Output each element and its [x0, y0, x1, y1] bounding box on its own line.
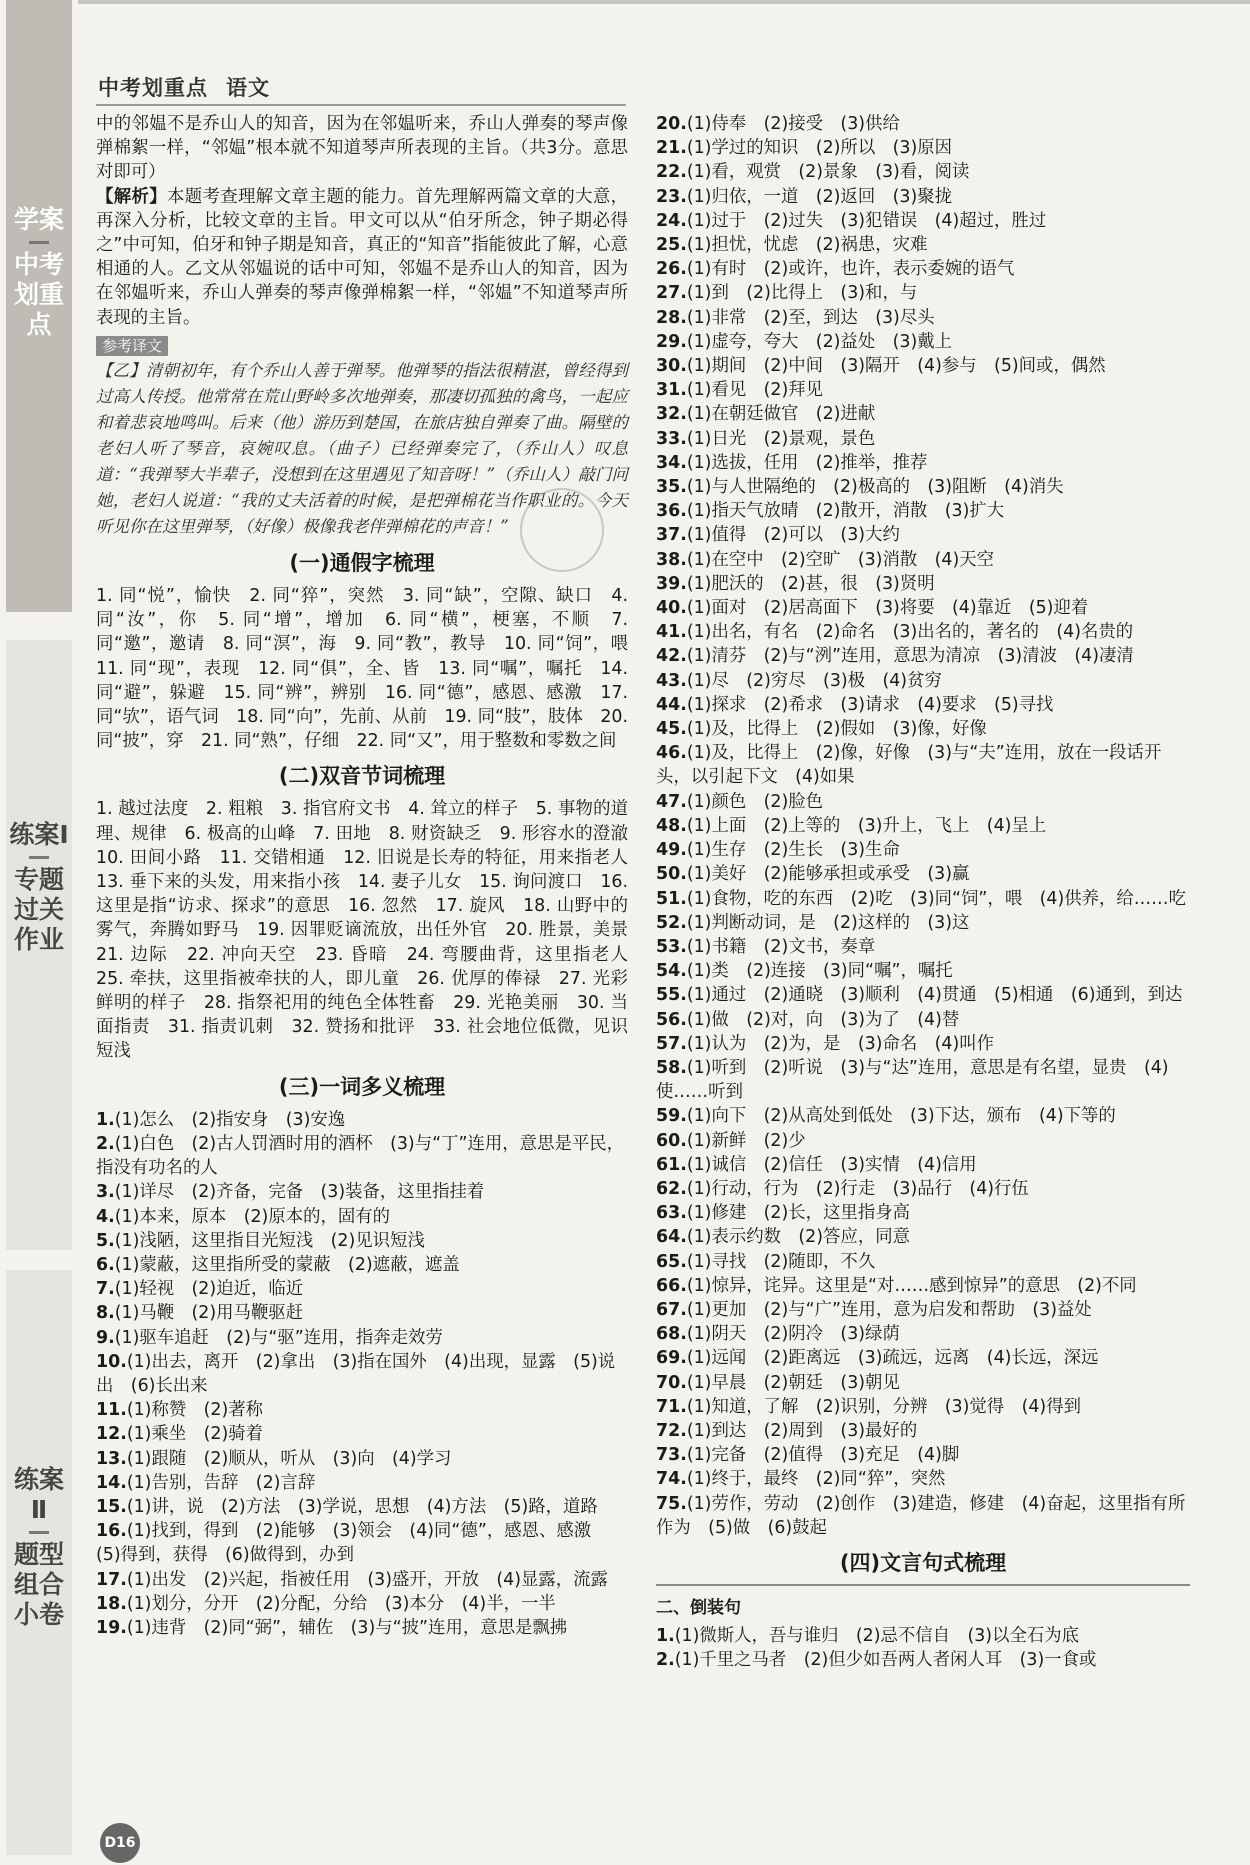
item-number: 56.: [656, 1009, 687, 1030]
item-text: (1)通过 (2)通晓 (3)顺利 (4)贯通 (5)相通 (6)通到，到达: [686, 985, 1183, 1006]
item-number: 29.: [656, 331, 687, 352]
list-item: [656, 1395, 1190, 1419]
list-item: [656, 1346, 1190, 1370]
item-text: (1)书籍 (2)文书，奏章: [686, 936, 876, 957]
list-item: [656, 596, 1190, 620]
section-title-tongjiazi: (一)通假字梳理: [289, 551, 435, 576]
list-item: [96, 1616, 628, 1640]
list-item: [656, 378, 1190, 402]
item-text: (1)有时 (2)或许，也许，表示委婉的语气: [686, 259, 1015, 280]
list-item: [656, 209, 1190, 233]
left-column: [96, 112, 646, 1640]
item-text: (1)虚夸，夸大 (2)益处 (3)戴上: [686, 331, 953, 352]
item-number: 70.: [656, 1372, 687, 1393]
analysis-text: 本题考查理解文章主题的能力。首先理解两篇文章的大意，再深入分析，比较文章的主旨。甲文可以从“伯牙所念，钟子期必得之”中可知，伯牙和钟子期是知音，真正的“知音”指能彼此了解，心意相通的人。乙文从邻媪说的话中可知，邻媪不是乔山人的知音，因为在邻媪听来，乔山人弹奏的琴声像弹棉絮一样，“邻媪”不知道琴声所表现的主旨。: [96, 186, 628, 328]
item-text: (1)马鞭 (2)用马鞭驱赶: [114, 1303, 304, 1324]
list-item: [656, 136, 1190, 160]
reference-translation-tag: 参考译文: [96, 336, 168, 356]
item-text: (1)新鲜 (2)少: [686, 1130, 806, 1151]
item-text: (1)在空中 (2)空旷 (3)消散 (4)天空: [686, 549, 995, 570]
list-item: [656, 475, 1190, 499]
item-number: 68.: [656, 1324, 687, 1345]
list-item: [656, 1201, 1190, 1225]
item-text: (1)表示约数 (2)答应，同意: [686, 1227, 910, 1248]
answer-intro: 中的邻媪不是乔山人的知音，因为在邻媪听来，乔山人弹奏的琴声像弹棉絮一样，“邻媪”根本就不知道琴声所表现的主旨。（共3分。意思对即可）: [96, 114, 628, 183]
list-item: [656, 1177, 1190, 1201]
item-number: 33.: [656, 428, 687, 449]
sidebar: [0, 0, 78, 1865]
item-number: 61.: [656, 1154, 687, 1175]
section-title-shuangyinjieci: (二)双音节词梳理: [278, 764, 446, 789]
list-item: [656, 1250, 1190, 1274]
item-number: 24.: [656, 210, 687, 231]
item-text: (1)划分，分开 (2)分配，分给 (3)本分 (4)半，一半: [126, 1593, 556, 1614]
list-item: [96, 1277, 628, 1301]
list-item: [656, 306, 1190, 330]
item-number: 19.: [96, 1617, 127, 1638]
item-text: (1)千里之马者 (2)但少如吾两人者闲人耳 (3)一食或: [674, 1650, 1097, 1671]
list-item: [656, 862, 1190, 886]
item-text: (1)劳作，劳动 (2)创作 (3)建造，修建 (4)奋起，这里指有所作为 (5)做 (6)鼓起: [656, 1493, 1186, 1538]
item-number: 9.: [96, 1327, 115, 1348]
list-item: [656, 354, 1190, 378]
sidebar-separator: [29, 856, 49, 859]
section-body-tongjiazi: 1. 同“悦”，愉快 2. 同“猝”，突然 3. 同“缺”，空隙、缺口 4. 同“汝”，你 5. 同“增”，增加 6. 同“横”，梗塞，不顺 7. 同“邀”，邀请 8. 同“溟”，海 9. 同“教”，教导 10. 同“饲”，喂 11. 同“现”，表现 12. 同“俱”，全、皆 13. 同“嘱”，嘱托 14. 同“避”，躲避 15. 同“辨”，辨别 16. 同“德”，感恩、感激 17. 同“欤”，语气词 18. 同“向”，先前、从前 19. 同“肢”，肢体 20. 同“披”，穿 21. 同“熟”，仔细 22. 同“又”，用于整数和零数之间: [96, 586, 646, 752]
sidebar-section-lianan2[interactable]: [6, 1270, 72, 1855]
item-text: (1)到达 (2)周到 (3)最好的: [686, 1420, 918, 1441]
item-number: 2.: [656, 1650, 675, 1671]
list-item: [656, 1371, 1190, 1395]
item-text: (1)侍奉 (2)接受 (3)供给: [686, 114, 900, 134]
list-item: [96, 1301, 628, 1325]
list-item: [96, 1205, 628, 1229]
list-item: [656, 1443, 1190, 1467]
item-text: (1)找到，得到 (2)能够 (3)领会 (4)同“德”，感恩、感激 (5)得到，获得 (6)做得到，办到: [96, 1521, 609, 1566]
list-item: [656, 1032, 1190, 1056]
item-text: (1)归依，一道 (2)返回 (3)聚拢: [686, 186, 953, 207]
item-text: (1)及，比得上 (2)假如 (3)像，好像: [686, 719, 987, 740]
item-number: 72.: [656, 1420, 687, 1441]
list-item: [656, 257, 1190, 281]
item-number: 67.: [656, 1299, 687, 1320]
item-number: 71.: [656, 1396, 687, 1417]
analysis-label: 【解析】: [96, 186, 167, 207]
list-item: [96, 1326, 628, 1350]
list-item: [96, 1350, 628, 1398]
item-text: (1)修建 (2)长，这里指身高: [686, 1203, 910, 1224]
item-text: (1)出发 (2)兴起，指被任用 (3)盛开，开放 (4)显露，流露: [126, 1569, 608, 1590]
page-header: [98, 72, 270, 102]
item-number: 69.: [656, 1348, 687, 1369]
item-number: 43.: [656, 670, 687, 691]
right-column: [656, 112, 1190, 1673]
seal-stamp: [520, 488, 604, 572]
item-number: 17.: [96, 1569, 127, 1590]
section-body-shuangyinjieci: 1. 越过法度 2. 粗粮 3. 指官府文书 4. 耸立的样子 5. 事物的道理、规律 6. 极高的山峰 7. 田地 8. 财资缺乏 9. 形容水的澄澈 10. 田间小路 11. 交错相通 12. 旧说是长寿的特征，用来指老人 13. 垂下来的头发，用来指小孩 14. 妻子儿女 15. 询问渡口 16. 这里是指“访求、探求”的意思 16. 忽然 17. 旋风 18. 山野中的雾气，奔腾如野马 19. 因罪贬谪流放，出任外官 20. 胜景，美景 21. 边际 22. 冲向天空 23. 昏暗 24. 弯腰曲背，这里指老人 25. 牵扶，这里指被牵扶的人，即儿童 26. 优厚的俸禄 27. 光彩鲜明的样子 28. 指祭祀用的纯色全体牲畜 29. 光艳美丽 30. 当面指责 31. 指责讥刺 32. 赞扬和批评 33. 社会地位低微，见识短浅: [96, 799, 646, 1062]
list-item: [656, 959, 1190, 983]
item-number: 65.: [656, 1251, 687, 1272]
item-number: 18.: [96, 1593, 127, 1614]
list-item: [656, 1467, 1190, 1491]
sidebar-sublabel: 专题过关作业: [13, 865, 64, 954]
list-item: [656, 1153, 1190, 1177]
list-item: [96, 1180, 628, 1204]
list-item: [96, 1132, 628, 1180]
list-item: [656, 402, 1190, 426]
item-number: 54.: [656, 961, 687, 982]
item-text: (1)驱车追赶 (2)与“驱”连用，指奔走效劳: [114, 1327, 443, 1348]
item-number: 38.: [656, 549, 687, 570]
item-number: 1.: [656, 1626, 675, 1647]
list-item: [656, 1322, 1190, 1346]
yiciduoyi-list-continued: [656, 112, 1190, 1540]
item-number: 46.: [656, 743, 687, 764]
list-item: [656, 1129, 1190, 1153]
item-text: (1)违背 (2)同“弼”，辅佐 (3)与“披”连用，意思是飘拂: [126, 1617, 568, 1638]
item-number: 12.: [96, 1424, 127, 1445]
list-item: [656, 911, 1190, 935]
item-number: 7.: [96, 1279, 115, 1300]
item-text: (1)告别，告辞 (2)言辞: [126, 1472, 316, 1493]
item-number: 36.: [656, 501, 687, 522]
item-text: (1)听到 (2)听说 (3)与“达”连用，意思是有名望，显贵 (4)使……听到: [656, 1057, 1169, 1103]
item-text: (1)终于，最终 (2)同“猝”，突然: [686, 1469, 946, 1490]
list-item: [96, 1108, 628, 1132]
item-text: (1)生存 (2)生长 (3)生命: [686, 840, 900, 861]
item-text: (1)惊异，诧异。这里是“对……感到惊异”的意思 (2)不同: [686, 1275, 1137, 1296]
item-text: (1)向下 (2)从高处到低处 (3)下达，颁布 (4)下等的: [686, 1106, 1116, 1127]
item-number: 13.: [96, 1448, 127, 1469]
item-text: (1)到 (2)比得上 (3)和，与: [686, 283, 918, 304]
item-text: (1)微斯人，吾与谁归 (2)忌不信自 (3)以全石为底: [674, 1626, 1080, 1647]
item-text: (1)做 (2)对，向 (3)为了 (4)替: [686, 1009, 960, 1030]
list-item: [656, 1225, 1190, 1249]
item-number: 37.: [656, 525, 687, 546]
item-number: 50.: [656, 864, 687, 885]
item-number: 22.: [656, 162, 687, 183]
item-text: (1)阴天 (2)阴冷 (3)绿荫: [686, 1324, 900, 1345]
item-number: 57.: [656, 1033, 687, 1054]
list-item: [656, 1274, 1190, 1298]
item-text: (1)诚信 (2)信任 (3)实情 (4)信用: [686, 1154, 977, 1175]
list-item: [656, 717, 1190, 741]
item-number: 2.: [96, 1133, 115, 1154]
item-number: 39.: [656, 573, 687, 594]
item-number: 42.: [656, 646, 687, 667]
item-number: 4.: [96, 1206, 115, 1227]
item-text: (1)知道，了解 (2)识别，分辨 (3)觉得 (4)得到: [686, 1396, 1081, 1417]
list-item: [656, 185, 1190, 209]
item-text: (1)值得 (2)可以 (3)大约: [686, 525, 900, 546]
item-text: (1)颜色 (2)脸色: [686, 791, 824, 812]
item-number: 26.: [656, 259, 687, 280]
item-number: 55.: [656, 985, 687, 1006]
item-text: (1)在朝廷做官 (2)进献: [686, 404, 876, 425]
sidebar-label: 练案Ⅰ: [9, 820, 69, 849]
item-number: 11.: [96, 1400, 127, 1421]
list-item: [96, 1519, 628, 1567]
item-number: 66.: [656, 1275, 687, 1296]
sidebar-section-xuean[interactable]: [6, 0, 72, 612]
header-subject: 语文: [226, 76, 270, 100]
item-text: (1)探求 (2)希求 (3)请求 (4)要求 (5)寻找: [686, 694, 1054, 715]
item-text: (1)行动，行为 (2)行走 (3)品行 (4)行伍: [686, 1178, 1029, 1199]
list-item: [656, 523, 1190, 547]
item-text: (1)类 (2)连接 (3)同“嘱”，嘱托: [686, 961, 953, 982]
daozhuangju-list: [656, 1624, 1190, 1672]
item-text: (1)浅陋，这里指目光短浅 (2)见识短浅: [114, 1230, 425, 1251]
analysis-paragraph: [96, 185, 628, 330]
sidebar-separator: [29, 241, 49, 244]
sidebar-label: 练案Ⅱ: [13, 1465, 64, 1524]
item-number: 44.: [656, 694, 687, 715]
list-item: [656, 1648, 1190, 1672]
item-number: 27.: [656, 283, 687, 304]
translation-text: 【乙】清朝初年，有个乔山人善于弹琴。他弹琴的指法很精湛，曾经得到过高人传授。他常常在荒山野岭多次地弹奏，那凄切孤独的禽鸟，一起应和着悲哀地鸣叫。后来（他）游历到楚国，在旅店独自弹奏了曲。隔壁的老妇人听了琴音，哀婉叹息。（曲子）已经弹奏完了，（乔山人）叹息道：“我弹琴大半辈子，没想到在这里遇见了知音呀！”（乔山人）敲门问她，老妇人说道：“我的丈夫活着的时候，是把弹棉花当作职业的。今天听见你在这里弹琴，（好像）极像我老伴弹棉花的声音！”: [96, 361, 628, 537]
item-text: (1)面对 (2)居高面下 (3)将要 (4)靠近 (5)迎着: [686, 598, 1089, 619]
item-number: 30.: [656, 356, 687, 377]
list-item: [656, 935, 1190, 959]
item-number: 41.: [656, 622, 687, 643]
item-text: (1)跟随 (2)顺从，听从 (3)向 (4)学习: [126, 1448, 452, 1469]
item-text: (1)出名，有名 (2)命名 (3)出名的，著名的 (4)名贵的: [686, 622, 1134, 643]
list-item: [96, 1398, 628, 1422]
item-number: 47.: [656, 791, 687, 812]
item-number: 1.: [96, 1109, 115, 1130]
item-text: (1)早晨 (2)朝廷 (3)朝见: [686, 1372, 900, 1393]
item-number: 28.: [656, 307, 687, 328]
item-number: 6.: [96, 1254, 115, 1275]
item-text: (1)认为 (2)为，是 (3)命名 (4)叫作: [686, 1033, 995, 1054]
item-text: (1)选拔，任用 (2)推举，推荐: [686, 452, 928, 473]
list-item: [96, 1447, 628, 1471]
item-text: (1)寻找 (2)随即，不久: [686, 1251, 876, 1272]
item-text: (1)看见 (2)拜见: [686, 380, 824, 401]
list-item: [656, 572, 1190, 596]
list-item: [656, 548, 1190, 572]
item-number: 40.: [656, 598, 687, 619]
item-text: (1)美好 (2)能够承担或承受 (3)赢: [686, 864, 970, 885]
item-text: (1)清芬 (2)与“洌”连用，意思为清凉 (3)清波 (4)凄清: [686, 646, 1134, 667]
item-number: 8.: [96, 1303, 115, 1324]
list-item: [656, 620, 1190, 644]
item-text: (1)白色 (2)古人罚酒时用的酒杯 (3)与“丁”连用，意思是平民，指没有功名的人: [96, 1133, 625, 1179]
list-item: [656, 427, 1190, 451]
list-item: [96, 1229, 628, 1253]
item-text: (1)指天气放晴 (2)散开，消散 (3)扩大: [686, 501, 1005, 522]
item-number: 34.: [656, 452, 687, 473]
item-text: (1)详尽 (2)齐备，完备 (3)装备，这里指挂着: [114, 1182, 485, 1203]
list-item: [96, 1592, 628, 1616]
item-number: 53.: [656, 936, 687, 957]
item-number: 20.: [656, 114, 687, 134]
item-number: 14.: [96, 1472, 127, 1493]
header-title: 中考划重点: [98, 76, 208, 100]
item-number: 59.: [656, 1106, 687, 1127]
sidebar-sublabel: 中考划重点: [13, 250, 64, 339]
item-number: 16.: [96, 1521, 127, 1542]
sidebar-separator: [29, 1531, 49, 1534]
item-text: (1)出去，离开 (2)拿出 (3)指在国外 (4)出现，显露 (5)说出 (6)长出来: [96, 1351, 616, 1396]
item-number: 48.: [656, 815, 687, 836]
sidebar-label: 学案: [13, 205, 64, 234]
item-number: 51.: [656, 888, 687, 909]
item-number: 21.: [656, 138, 687, 159]
yiciduoyi-list: [96, 1108, 628, 1640]
item-number: 3.: [96, 1182, 115, 1203]
list-item: [656, 983, 1190, 1007]
list-item: [656, 330, 1190, 354]
list-item: [656, 160, 1190, 184]
list-item: [96, 1568, 628, 1592]
item-number: 74.: [656, 1469, 687, 1490]
list-item: [96, 1495, 628, 1519]
list-item: [656, 1008, 1190, 1032]
item-text: (1)判断动词，是 (2)这样的 (3)这: [686, 912, 970, 933]
list-item: [656, 790, 1190, 814]
item-text: (1)过于 (2)过失 (3)犯错误 (4)超过，胜过: [686, 210, 1047, 231]
item-text: (1)怎么 (2)指安身 (3)安逸: [114, 1109, 346, 1130]
item-text: (1)日光 (2)景观，景色: [686, 428, 876, 449]
item-text: (1)期间 (2)中间 (3)隔开 (4)参与 (5)间或，偶然: [686, 356, 1106, 377]
item-text: (1)乘坐 (2)骑着: [126, 1424, 264, 1445]
list-item: [656, 499, 1190, 523]
sidebar-sublabel: 题型组合小卷: [13, 1540, 64, 1629]
item-text: (1)远闻 (2)距离远 (3)疏远，远离 (4)长远，深远: [686, 1348, 1099, 1369]
subsection-title-daozhuangju: 二、倒装句: [656, 1597, 741, 1618]
list-item: [96, 1253, 628, 1277]
list-item: [656, 281, 1190, 305]
item-text: (1)及，比得上 (2)像，好像 (3)与“夫”连用，放在一段话开头，以引起下文 (4)如果: [656, 743, 1162, 788]
list-item: [656, 112, 1190, 136]
list-item: [656, 1056, 1190, 1104]
item-number: 49.: [656, 840, 687, 861]
item-text: (1)看，观赏 (2)景象 (3)看，阅读: [686, 162, 970, 183]
item-number: 60.: [656, 1130, 687, 1151]
section-title-yiciduoyi: (三)一词多义梳理: [278, 1074, 446, 1099]
list-item: [656, 1104, 1190, 1128]
list-item: [656, 1492, 1190, 1540]
item-text: (1)完备 (2)值得 (3)充足 (4)脚: [686, 1445, 960, 1466]
item-number: 10.: [96, 1351, 127, 1372]
item-text: (1)称赞 (2)著称: [126, 1400, 264, 1421]
item-number: 62.: [656, 1178, 687, 1199]
item-number: 31.: [656, 380, 687, 401]
list-item: [656, 233, 1190, 257]
subsection-rule: [656, 1584, 1190, 1586]
item-text: (1)食物，吃的东西 (2)吃 (3)同“饲”，喂 (4)供养，给……吃: [686, 888, 1186, 909]
section-title-wenyanjushi: (四)文言句式梳理: [839, 1550, 1007, 1575]
item-text: (1)肥沃的 (2)甚，很 (3)贤明: [686, 573, 935, 594]
list-item: [656, 741, 1190, 789]
item-text: (1)与人世隔绝的 (2)极高的 (3)阻断 (4)消失: [686, 477, 1064, 498]
list-item: [656, 451, 1190, 475]
item-number: 23.: [656, 186, 687, 207]
list-item: [656, 887, 1190, 911]
item-text: (1)尽 (2)穷尽 (3)极 (4)贫穷: [686, 670, 942, 691]
list-item: [656, 644, 1190, 668]
item-number: 15.: [96, 1496, 127, 1517]
page-number-badge: D16: [100, 1823, 140, 1863]
item-number: 35.: [656, 477, 687, 498]
list-item: [656, 1624, 1190, 1648]
item-text: (1)非常 (2)至，到达 (3)尽头: [686, 307, 935, 328]
item-number: 63.: [656, 1203, 687, 1224]
item-text: (1)上面 (2)上等的 (3)升上，飞上 (4)呈上: [686, 815, 1047, 836]
item-number: 25.: [656, 235, 687, 256]
list-item: [656, 1419, 1190, 1443]
item-number: 32.: [656, 404, 687, 425]
list-item: [96, 1471, 628, 1495]
top-rule: [78, 0, 1250, 4]
item-text: (1)更加 (2)与“广”连用，意为启发和帮助 (3)益处: [686, 1299, 1092, 1320]
list-item: [656, 669, 1190, 693]
item-number: 5.: [96, 1230, 115, 1251]
list-item: [656, 838, 1190, 862]
item-number: 75.: [656, 1493, 687, 1514]
sidebar-section-lianan1[interactable]: [6, 640, 72, 1250]
item-text: (1)学过的知识 (2)所以 (3)原因: [686, 138, 953, 159]
list-item: [656, 1298, 1190, 1322]
item-number: 58.: [656, 1057, 687, 1078]
item-number: 52.: [656, 912, 687, 933]
item-number: 73.: [656, 1445, 687, 1466]
list-item: [656, 693, 1190, 717]
list-item: [96, 1422, 628, 1446]
item-text: (1)轻视 (2)迫近，临近: [114, 1279, 304, 1300]
item-text: (1)讲，说 (2)方法 (3)学说，思想 (4)方法 (5)路，道路: [126, 1496, 598, 1517]
item-number: 45.: [656, 719, 687, 740]
item-text: (1)担忧，忧虑 (2)祸患，灾难: [686, 235, 928, 256]
item-number: 64.: [656, 1227, 687, 1248]
item-text: (1)本来，原本 (2)原本的，固有的: [114, 1206, 391, 1227]
list-item: [656, 814, 1190, 838]
header-divider: [96, 104, 626, 106]
item-text: (1)蒙蔽，这里指所受的蒙蔽 (2)遮蔽，遮盖: [114, 1254, 460, 1275]
